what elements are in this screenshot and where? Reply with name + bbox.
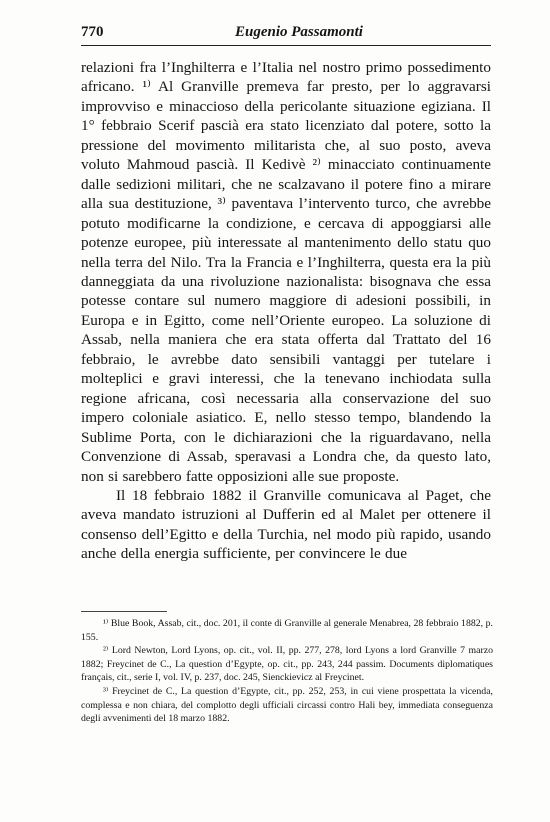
paragraph-2: Il 18 febbraio 1882 il Granville comunicava al Paget, che aveva mandato istruzioni al Dufferin ed al Malet per ottenere il consenso dell’Egitto e della Turchia, nel modo più rapido, usando anche della energia sufficiente, per convincere le due xyxy=(81,486,491,563)
footnote-1: ¹⁾ Blue Book, Assab, cit., doc. 201, il conte di Granville al generale Menabrea, 28 febbraio 1882, p. 155. xyxy=(81,618,493,643)
header-rule xyxy=(81,45,491,46)
page-header xyxy=(81,24,491,46)
running-head: Eugenio Passamonti xyxy=(235,24,363,40)
footnote-rule xyxy=(81,611,167,612)
footnotes xyxy=(81,617,493,726)
page-number: 770 xyxy=(81,24,104,40)
footnote-2: ²⁾ Lord Newton, Lord Lyons, op. cit., vol. II, pp. 277, 278, lord Lyons a lord Granville 7 marzo 1882; Freycinet de C., La question d’Egypte, op. cit., pp. 243, 244 passim. Documents diplomatiques français, cit., serie I, vol. IV, p. 237, doc. 245, Sienckievicz al Freycinet. xyxy=(81,645,493,684)
paragraph-1: relazioni fra l’Inghilterra e l’Italia nel nostro primo possedimento africano. ¹⁾ Al Granville premeva far presto, per lo aggravarsi improvviso e minaccioso della pericolante situazione egiziana. Il 1° febbraio Scerif pascià era stato licenziato dal potere, sotto la pressione del movimento militarista che, al suo posto, aveva voluto Mahmoud pascià. Il Kedivè ²⁾ minacciato continuamente dalle sedizioni militari, che ne scalzavano il potere fino a mirare alla sua destituzione, ³⁾ paventava l’intervento turco, che avrebbe potuto modificarne la condizione, e cercava di appoggiarsi alle potenze europee, più interessate al mantenimento dello statu quo nella terra del Nilo. Tra la Francia e l’Inghilterra, questa era la più danneggiata da una rivoluzione nazionalista: bisognava che essa potesse contare sul numero maggiore di adesioni possibili, in Europa e in Egitto, come nell’Oriente europeo. La soluzione di Assab, nella maniera che era stata offerta dal Trattato del 16 febbraio, le avrebbe dato sensibili vantaggi per tutelare i molteplici e gravi interessi, che la tenevano inchiodata sulla regione africana, così necessaria alla conservazione del suo impero coloniale asiatico. E, nello stesso tempo, blandendo la Sublime Porta, con le dichiarazioni che la riguardavano, nella Convenzione di Assab, speravasi a Londra che, da questo lato, non si sarebbero fatte opposizioni alle sue proposte. xyxy=(81,59,491,485)
footnote-3: ³⁾ Freycinet de C., La question d’Egypte, cit., pp. 252, 253, in cui viene prospettata la vicenda, complessa e non chiara, del complotto degli ufficiali circassi contro Hali bey, immediata conseguenza degli avvenimenti del 18 marzo 1882. xyxy=(81,685,493,725)
main-text xyxy=(81,58,491,564)
